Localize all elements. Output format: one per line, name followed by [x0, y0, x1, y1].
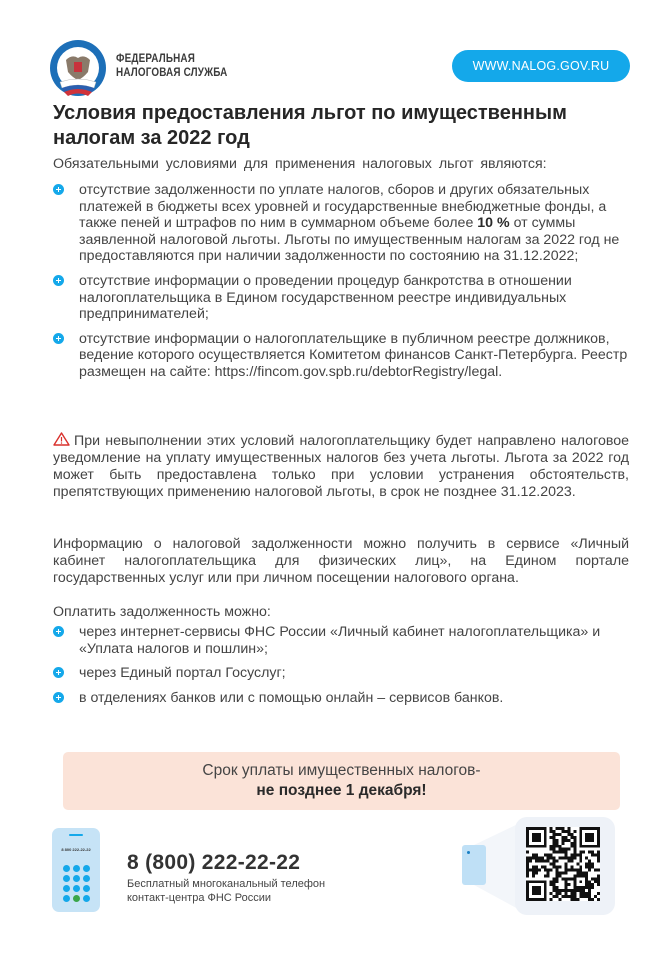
plus-bullet-icon [53, 275, 64, 286]
keypad-call-dot [73, 895, 80, 902]
website-link-button[interactable]: WWW.NALOG.GOV.RU [452, 50, 630, 82]
plus-bullet-icon [53, 333, 64, 344]
page-title: Условия предоставления льгот по имущественным налогам за 2022 год [53, 102, 567, 149]
plus-bullet-icon [53, 626, 64, 637]
keypad-dot [63, 895, 70, 902]
warning-paragraph [53, 432, 629, 501]
list-item [53, 331, 633, 381]
org-name-line1: ФЕДЕРАЛЬНАЯ [116, 53, 196, 65]
list-item [53, 182, 633, 265]
keypad-dot [73, 875, 80, 882]
payment-option-text: через интернет-сервисы ФНС России «Личный кабинет налогоплательщика» и «Уплата налогов и пошлин»; [79, 624, 601, 657]
hotline-number[interactable]: 8 (800) 222-22-22 [127, 851, 301, 874]
payment-intro: Оплатить задолженность можно: [53, 604, 271, 620]
keypad-dot [63, 875, 70, 882]
payment-option-text: через Единый портал Госуслуг; [79, 665, 286, 682]
keypad-dot [63, 885, 70, 892]
deadline-line2: не позднее 1 декабря! [256, 782, 427, 799]
condition-text: отсутствие задолженности по уплате налогов, сборов и других обязательных платежей в бюджеты всех уровней и государственные внебюджетные фонды, а также пеней и штрафов по ним в суммарном объеме более [79, 182, 607, 232]
mini-phone-icon [462, 845, 486, 885]
keypad-dot [73, 885, 80, 892]
keypad-dot [83, 885, 90, 892]
condition-text: отсутствие информации о проведении процедур банкротства в отношении налогоплательщика в Едином государственном реестре индивидуальных предпринимателей; [79, 272, 572, 323]
deadline-banner [63, 752, 620, 810]
keypad-dot [83, 875, 90, 882]
header [48, 38, 630, 108]
plus-bullet-icon [53, 667, 64, 678]
keypad-dot [83, 865, 90, 872]
warning-text: При невыполнении этих условий налогоплательщику будет направлено налоговое уведомление на уплату имущественных налогов без учета льготы. Льгота за 2022 год может быть предоставлена только при условии устранения обстоятельств, препятствующих применению налоговой льготы, в срок не позднее 31.12.2023. [53, 433, 629, 500]
warning-triangle-icon [53, 432, 70, 446]
phone-keypad [63, 865, 90, 902]
info-paragraph: Информацию о налоговой задолженности можно получить в сервисе «Личный кабинет налогоплательщика для физических лиц», на Едином портале государственных услуг или при личном посещении налогового органа. [53, 536, 629, 586]
condition-highlight: 10 % [477, 215, 510, 232]
phone-speaker [69, 834, 83, 836]
conditions-list [53, 182, 633, 389]
org-name-line2: НАЛОГОВАЯ СЛУЖБА [116, 67, 228, 79]
keypad-dot [63, 865, 70, 872]
conditions-intro: Обязательными условиями для применения налоговых льгот являются: [53, 156, 547, 172]
plus-bullet-icon [53, 184, 64, 195]
phone-icon [52, 828, 100, 912]
list-item [53, 624, 633, 657]
qr-block [460, 815, 615, 915]
qr-code[interactable] [526, 827, 600, 901]
list-item [53, 665, 633, 682]
phone-screen-number: 8 800 222-22-22 [61, 847, 91, 852]
hotline-desc-line2: контакт-центра ФНС России [127, 891, 272, 904]
deadline-line1: Срок уплаты имущественных налогов- [202, 762, 481, 779]
payment-option-text: в отделениях банков или с помощью онлайн – сервисов банков. [79, 689, 504, 706]
hotline-description [127, 878, 325, 905]
list-item [53, 273, 633, 323]
keypad-dot [83, 895, 90, 902]
fns-emblem-icon [48, 38, 108, 102]
keypad-dot [73, 865, 80, 872]
org-name [116, 52, 227, 80]
plus-bullet-icon [53, 692, 64, 703]
list-item [53, 690, 633, 707]
condition-text: отсутствие информации о налогоплательщике в публичном реестре должников, ведение которого осуществляется Комитетом финансов Санкт-Петербурга. Реестр размещен на сайте: https://fincom.gov.spb.ru/debtorRegistry/legal. [79, 330, 628, 380]
condition-text-cont: от суммы заявленной налоговой льготы. Льготы по имущественным налогам за 2022 год не предоставляются при наличии задолженности по состоянию на 31.12.2022; [79, 215, 620, 265]
payment-options-list [53, 624, 633, 714]
hotline-desc-line1: Бесплатный многоканальный телефон [127, 878, 326, 890]
